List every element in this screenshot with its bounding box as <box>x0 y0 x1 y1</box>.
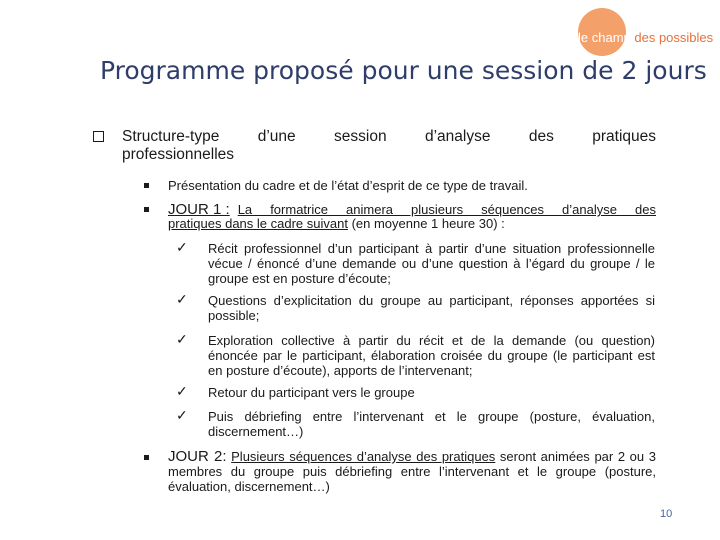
logo-text-part1: le champ <box>578 30 631 45</box>
jour2-line1-rest: seront animées <box>495 449 590 464</box>
logo-text <box>578 30 713 45</box>
checkbox-bullet-icon <box>93 131 104 142</box>
square-bullet-icon <box>144 183 149 188</box>
jour1-line1-text: La formatrice animera plusieurs séquences d’analyse des <box>237 202 656 217</box>
level1-line2: professionnelles <box>122 146 235 163</box>
jour1-line2-rest: (en moyenne 1 heure 30) : <box>347 216 505 231</box>
level1-word: pratiques <box>592 128 656 145</box>
check-icon: ✓ <box>176 407 188 423</box>
jour1-line2-underlined: pratiques dans le cadre suivant <box>168 216 348 231</box>
jour2-label: JOUR 2: <box>168 448 227 465</box>
page-title: Programme proposé pour une session de 2 jours <box>100 56 707 85</box>
bullet-jour1-line2 <box>168 216 656 231</box>
square-bullet-icon <box>144 455 149 460</box>
check-item: Puis débriefing entre l’intervenant et le groupe (posture, évaluation, discernement…) <box>208 409 655 439</box>
page-number: 10 <box>660 508 673 520</box>
bullet-presentation: Présentation du cadre et de l’état d’esprit de ce type de travail. <box>168 178 528 193</box>
check-item: Récit professionnel d’un participant à partir d’une situation professionnelle vécue / énoncé d’une demande ou d’une question à l’égard du groupe / le groupe est en posture d’écoute; <box>208 241 655 286</box>
level1-word: des <box>528 128 554 145</box>
square-bullet-icon <box>144 207 149 212</box>
bullet-jour1-line1 <box>168 202 656 217</box>
level1-heading <box>122 128 656 164</box>
check-item: Exploration collective à partir du récit et de la demande (ou question) énoncée par le participant, élaboration croisée du groupe (le participant est en posture d’écoute), apports de l’intervenant; <box>208 333 655 378</box>
check-icon: ✓ <box>176 383 188 399</box>
check-icon: ✓ <box>176 331 188 347</box>
check-icon: ✓ <box>176 239 188 255</box>
check-item: Retour du participant vers le groupe <box>208 385 415 400</box>
jour2-line1-underlined: Plusieurs séquences d’analyse des pratiques <box>231 449 496 464</box>
level1-word: d’une <box>257 128 296 145</box>
jour2-rest: par 2 ou 3 membres du groupe puis débriefing entre l’intervenant et le groupe (posture, évaluation, discernement…) <box>168 449 656 494</box>
level1-word: session <box>334 128 387 145</box>
check-item: Questions d’explicitation du groupe au participant, réponses apportées si possible; <box>208 293 655 323</box>
check-icon: ✓ <box>176 291 188 307</box>
level1-line1 <box>122 128 656 146</box>
level1-word: d’analyse <box>424 128 491 145</box>
bullet-jour2 <box>168 449 656 494</box>
jour1-label: JOUR 1 : <box>168 201 230 218</box>
logo-text-part2: des possibles <box>634 30 714 45</box>
logo <box>572 6 720 62</box>
level1-word: Structure-type <box>122 128 220 145</box>
bullet-jour1 <box>168 202 656 231</box>
